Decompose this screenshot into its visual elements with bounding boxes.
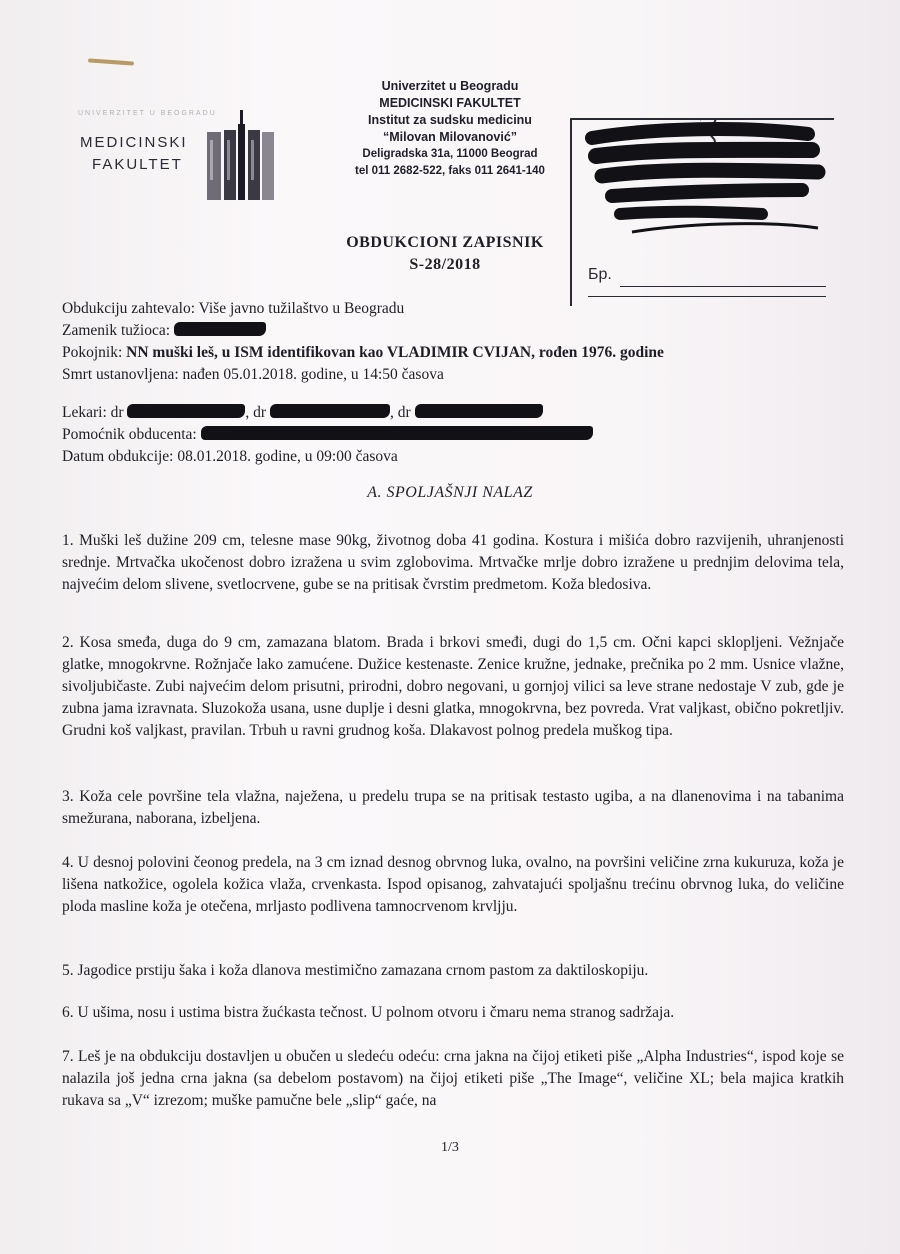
- deceased-value: NN muški leš, u ISM identifikovan kao VLADIMIR CVIJAN, rođen 1976. godine: [126, 344, 664, 361]
- registry-number-label: Бр.: [588, 266, 612, 283]
- paragraph-4: 4. U desnoj polovini čeonog predela, na 3 cm iznad desnog obrvnog luka, ovalno, na površini veličine zrna kukuruza, koža je lišena natkožice, ogolela kožica vlaža, crvenkasta. Ispod opisanog, zahvatajući spoljašnu trećinu obrvnog luka, do veličine ploda masline koža je otečena, mrljasto podlivena tamnocrvenom krvljju.: [62, 854, 844, 915]
- doctor-3-redacted: [415, 404, 543, 418]
- doctors-label: Lekari: dr: [62, 404, 124, 421]
- section-title: A. SPOLJAŠNJI NALAZ: [367, 484, 533, 501]
- doctors-row: [62, 402, 822, 424]
- institution-phone: tel 011 2682-522, faks 011 2641-140: [355, 165, 545, 177]
- registry-stamp: [570, 118, 834, 306]
- deputy-label: Zamenik tužioca:: [62, 322, 171, 339]
- paragraph-5: 5. Jagodice prstiju šaka i koža dlanova mestimično zamazana crnom pastom za daktiloskopiju.: [62, 962, 649, 979]
- deputy-row: [62, 320, 822, 342]
- death-row: [62, 364, 822, 386]
- registry-bottom-line: [588, 296, 826, 297]
- registry-number-line: [620, 286, 826, 287]
- date-value: 08.01.2018. godine, u 09:00 časova: [177, 448, 398, 465]
- faculty-name: MEDICINSKI FAKULTET: [379, 96, 521, 110]
- requested-by-row: [62, 298, 822, 320]
- paragraph-6: 6. U ušima, nosu i ustima bistra žućkasta tečnost. U polnom otvoru i čmaru nema stranog sadržaja.: [62, 1004, 675, 1021]
- autopsy-staff: [62, 402, 822, 468]
- doctor-2-redacted: [270, 404, 390, 418]
- institute-name: Institut za sudsku medicinu: [368, 113, 532, 127]
- institution-address: Deligradska 31a, 11000 Beograd: [362, 148, 538, 160]
- death-label: Smrt ustanovljena:: [62, 366, 179, 383]
- logo-university-text: UNIVERZITET U BEOGRADU: [78, 110, 217, 117]
- death-value: nađen 05.01.2018. godine, u 14:50 časova: [182, 366, 444, 383]
- case-metadata: [62, 298, 822, 386]
- university-name: Univerzitet u Beogradu: [381, 79, 519, 93]
- institute-person-name: “Milovan Milovanović”: [382, 130, 518, 144]
- requested-by-label: Obdukciju zahtevalo:: [62, 300, 195, 317]
- paragraph-7: 7. Leš je na obdukciju dostavljen u obučen u sledeću odeću: crna jakna na čijoj etiketi piše „Alpha Industries“, ispod koje se nalazila još jedna crna jakna (sa debelom postavom) na čijoj etiketi piše „The Image“, veličine XL; bela majica kratkih rukava sa „V“ izrezom; muške pamučne bele „slip“ gaće, na: [62, 1048, 844, 1109]
- date-label: Datum obdukcije:: [62, 448, 174, 465]
- logo-line-1: MEDICINSKI: [80, 134, 188, 151]
- deputy-redacted: [174, 322, 266, 336]
- paragraph-3: 3. Koža cele površine tela vlažna, naježena, u predelu trupa se na pritisak testasto ugiba, a na dlanenovima i na tabanima smežurana, naborana, izbeljena.: [62, 788, 844, 827]
- document-title-block: [300, 232, 590, 276]
- document-number: S-28/2018: [409, 256, 481, 273]
- document-title: OBDUKCIONI ZAPISNIK: [346, 234, 544, 251]
- assistant-redacted: [201, 426, 593, 440]
- faculty-building-icon: [205, 110, 275, 200]
- institution-header: [320, 78, 580, 180]
- doctor-1-redacted: [127, 404, 245, 418]
- doctors-separator-2: , dr: [389, 404, 411, 421]
- paragraph-2: 2. Kosa smeđa, duga do 9 cm, zamazana blatom. Brada i brkovi smeđi, dugi do 1,5 cm. Očni kapci sklopljeni. Vežnjače glatke, mnogokrvne. Rožnjače lako zamućene. Dužice kestenaste. Zenice kružne, jednake, prečnika po 2 mm. Usnice vlažne, sivoljubičaste. Zubi najvećim delom prisutni, prirodni, dobro negovani, u gornjoj vilici sa leve strane nedostaje V zub, gde je zubna jama izravnata. Sluzokoža usana, usne duplje i desni glatka, mnogokrvna, bez povreda. Vrat valjkast, obično pokretljiv. Grudni koš valjkast, pravilan. Trbuh u ravni grudnog koša. Dlakavost polnog predela muškog tipa.: [62, 634, 844, 739]
- doctors-separator-1: , dr: [245, 404, 267, 421]
- date-row: [62, 446, 822, 468]
- page-number: 1/3: [441, 1140, 459, 1155]
- assistant-label: Pomoćnik obducenta:: [62, 426, 197, 443]
- paragraph-1: 1. Muški leš dužine 209 cm, telesne mase 90kg, životnog doba 41 godina. Kostura i mišića dobro razvijenih, uhranjenosti srednje. Mrtvačka ukočenost dobro izražena u svim zglobovima. Mrtvačke mrlje dobro izražene u prednjim delovima tela, najvećim delom slivene, svetlocrvene, gube se na pritisak čvrstim predmetom. Koža bledosiva.: [62, 532, 844, 593]
- faculty-logo: [70, 110, 280, 200]
- assistant-row: [62, 424, 822, 446]
- deceased-label: Pokojnik:: [62, 344, 123, 361]
- logo-line-2: FAKULTET: [92, 156, 183, 173]
- requested-by-value: Više javno tužilaštvo u Beogradu: [198, 300, 405, 317]
- deceased-row: [62, 342, 822, 364]
- staple: [88, 58, 134, 65]
